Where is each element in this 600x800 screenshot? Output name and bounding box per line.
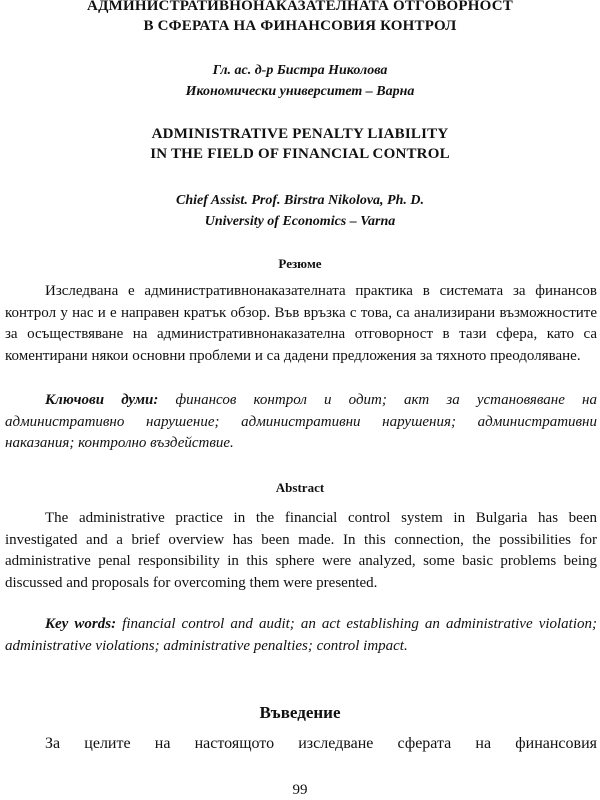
- summary-heading: Резюме: [278, 256, 322, 271]
- abstract-keywords-paragraph: [5, 614, 597, 657]
- summary-keywords-paragraph: [5, 390, 597, 455]
- page-number: 99: [292, 782, 308, 798]
- title-en-line-1: ADMINISTRATIVE PENALTY LIABILITY: [151, 126, 449, 142]
- summary-text: Изследвана е административнонаказателната практика в системата за финансов контрол у нас и е направен кратък обзор. Във връзка с това, са анализирани възможностите за осъществяване на административнонаказателна отговорност в тази сфера, като са коментирани някои основни проблеми и са дадени предложения за тяхното преодоляване.: [5, 283, 597, 364]
- abstract-keywords-label: Key words:: [45, 616, 117, 632]
- author-block-english: [0, 190, 600, 232]
- author-block-bulgarian: [0, 60, 600, 102]
- title-bg-line-1: АДМИНИСТРАТИВНОНАКАЗАТЕЛНАТА ОТГОВОРНОСТ: [87, 0, 513, 14]
- introduction-paragraph: [5, 733, 597, 755]
- author-name-en: Chief Assist. Prof. Birstra Nikolova, Ph. D.: [175, 193, 424, 208]
- abstract-keywords: financial control and audit; an act establishing an administrative violation; administrative violations; administrative penalties; control impact.: [5, 616, 598, 654]
- summary-keywords-label: Ключови думи:: [45, 392, 159, 408]
- summary-paragraph: [5, 281, 597, 367]
- author-affiliation-en: University of Economics – Varna: [204, 214, 396, 229]
- author-affiliation-bg: Икономически университет – Варна: [185, 84, 415, 99]
- abstract-text: The administrative practice in the financial control system in Bulgaria has been investigated and a brief overview has been made. In this connection, the possibilities for administrative penal responsibility in this sphere were analyzed, some basic problems being discussed and proposals for overcoming them were presented.: [5, 510, 597, 591]
- title-en-line-2: IN THE FIELD OF FINANCIAL CONTROL: [150, 146, 450, 162]
- abstract-heading: Abstract: [275, 480, 325, 495]
- title-bulgarian: [0, 0, 600, 36]
- title-bg-line-2: В СФЕРАТА НА ФИНАНСОВИЯ КОНТРОЛ: [143, 18, 457, 34]
- introduction-text: За целите на настоящото изследване сферата на финансовия: [45, 735, 597, 752]
- author-name-bg: Гл. ас. д-р Бистра Николова: [212, 63, 388, 78]
- summary-keywords: финансов контрол и одит; акт за установяване на административно нарушение; административни нарушения; административни наказания; контролно въздействие.: [5, 392, 598, 451]
- introduction-heading: Въведение: [259, 703, 341, 722]
- abstract-paragraph: [5, 508, 597, 594]
- title-english: [0, 124, 600, 164]
